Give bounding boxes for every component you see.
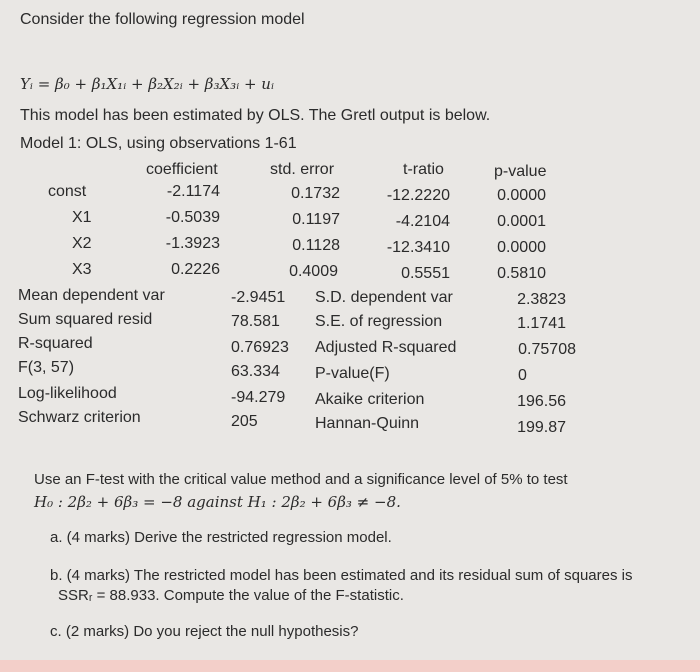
stat-value: -2.9451 — [231, 289, 286, 306]
stat-value: 199.87 — [517, 419, 566, 436]
stat-label: Sum squared resid — [18, 311, 153, 328]
row-std-error: 0.1128 — [292, 237, 340, 254]
row-name: X1 — [72, 209, 92, 226]
row-name: const — [48, 183, 87, 200]
stat-label: S.D. dependent var — [315, 289, 453, 306]
question-part-a: a. (4 marks) Derive the restricted regression model. — [50, 529, 392, 546]
stat-value: 2.3823 — [517, 291, 566, 308]
row-p-value: 0.0000 — [497, 187, 546, 204]
row-std-error: 0.1732 — [291, 185, 340, 202]
row-coefficient: -0.5039 — [165, 209, 220, 226]
stat-label: F(3, 57) — [18, 359, 75, 376]
header-p-value: p-value — [494, 163, 547, 180]
bottom-divider — [0, 660, 700, 672]
stat-value: 0.76923 — [231, 339, 289, 356]
stat-label: Log-likelihood — [18, 385, 117, 402]
row-coefficient: -2.1174 — [166, 183, 220, 200]
question-part-b-continued: SSRᵣ = 88.933. Compute the value of the F-statistic. — [58, 587, 404, 604]
model-description: Model 1: OLS, using observations 1-61 — [20, 135, 297, 152]
row-t-ratio: -12.3410 — [386, 239, 450, 256]
question-part-b: b. (4 marks) The restricted model has been estimated and its residual sum of squares is — [50, 567, 633, 584]
header-t-ratio: t-ratio — [403, 161, 444, 178]
row-std-error: 0.4009 — [289, 263, 338, 280]
row-p-value: 0.0001 — [497, 213, 546, 230]
stat-value: 0.75708 — [518, 341, 576, 358]
intro-text: Consider the following regression model — [20, 11, 305, 28]
stat-label: P-value(F) — [315, 365, 390, 382]
stat-value: 0 — [518, 367, 527, 384]
row-p-value: 0.0000 — [497, 239, 546, 256]
model-equation: Yᵢ = β₀ + β₁X₁ᵢ + β₂X₂ᵢ + β₃X₃ᵢ + uᵢ — [20, 75, 274, 93]
row-t-ratio: -4.2104 — [395, 213, 450, 230]
row-t-ratio: 0.5551 — [401, 265, 450, 282]
stat-label: Schwarz criterion — [18, 409, 141, 426]
estimation-note: This model has been estimated by OLS. The Gretl output is below. — [20, 107, 491, 124]
question-instruction: Use an F-test with the critical value method and a significance level of 5% to test — [34, 471, 568, 488]
hypothesis-statement: H₀ : 2β₂ + 6β₃ = −8 against H₁ : 2β₂ + 6β₃ ≠ −8. — [34, 493, 401, 511]
row-name: X3 — [72, 261, 92, 278]
header-std-error: std. error — [270, 161, 335, 178]
stat-value: -94.279 — [231, 389, 286, 406]
row-t-ratio: -12.2220 — [386, 187, 450, 204]
row-name: X2 — [72, 235, 92, 252]
stat-label: Hannan-Quinn — [315, 415, 420, 432]
stat-value: 196.56 — [517, 393, 566, 410]
stat-label: Akaike criterion — [315, 391, 425, 408]
row-std-error: 0.1197 — [292, 211, 340, 228]
row-p-value: 0.5810 — [497, 265, 546, 282]
stat-value: 63.334 — [231, 363, 280, 380]
stat-label: Adjusted R-squared — [315, 339, 457, 356]
stat-value: 78.581 — [231, 313, 280, 330]
stat-label: Mean dependent var — [18, 287, 165, 304]
question-part-c: c. (2 marks) Do you reject the null hypothesis? — [50, 623, 359, 640]
stat-value: 1.1741 — [517, 315, 566, 332]
row-coefficient: -1.3923 — [165, 235, 220, 252]
row-coefficient: 0.2226 — [171, 261, 220, 278]
stat-label: S.E. of regression — [315, 313, 443, 330]
header-coefficient: coefficient — [146, 161, 218, 178]
stat-value: 205 — [231, 413, 258, 430]
stat-label: R-squared — [18, 335, 93, 352]
